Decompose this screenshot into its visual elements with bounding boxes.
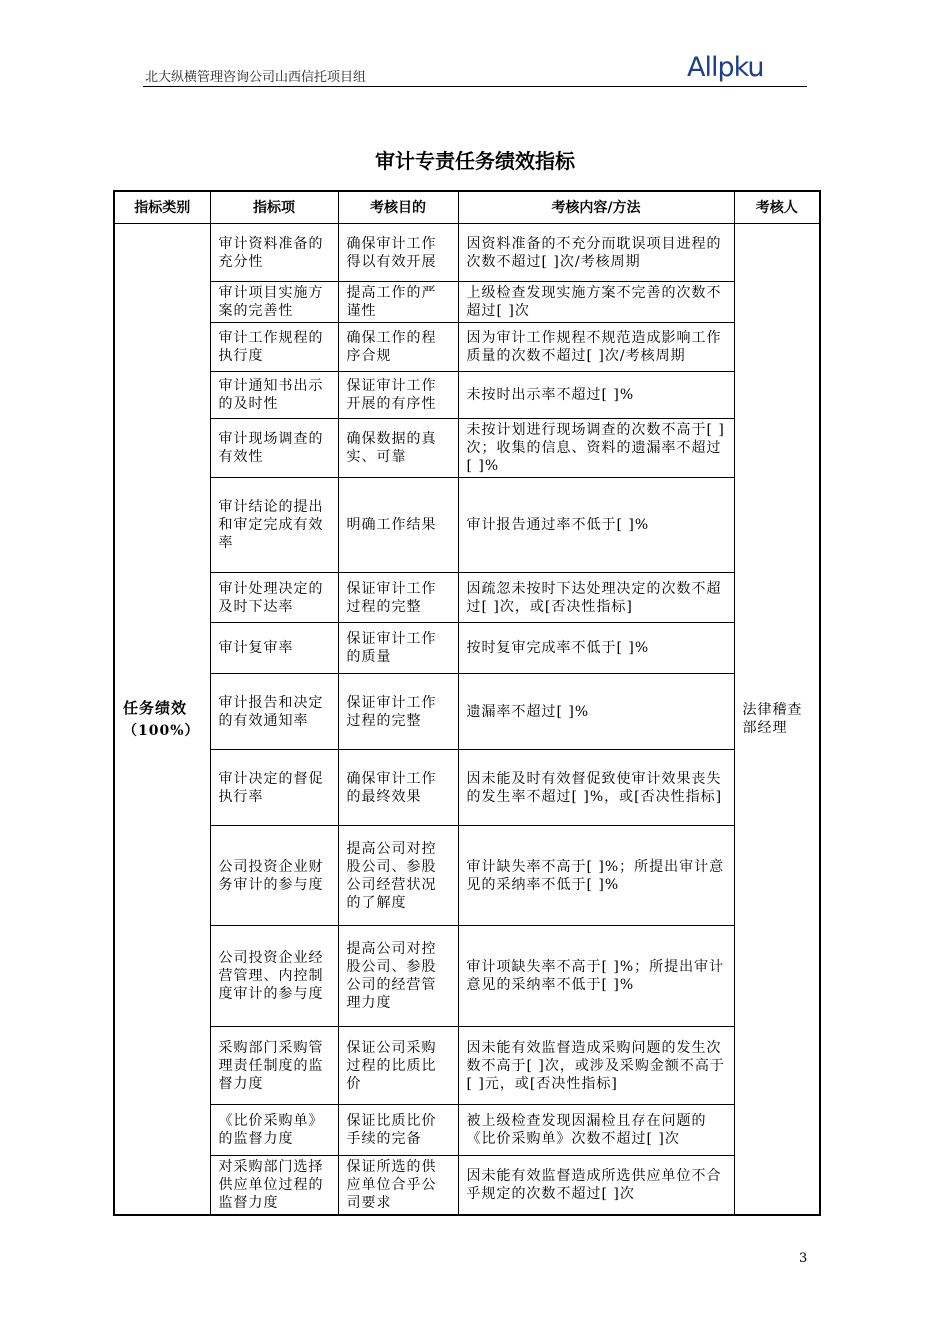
method-cell: 审计项缺失率不高于[ ]%；所提出审计意见的采纳率不低于[ ]% — [458, 926, 734, 1027]
col-header-method: 考核内容/方法 — [458, 191, 734, 224]
item-cell: 审计报告和决定的有效通知率 — [210, 674, 338, 750]
method-cell: 审计缺失率不高于[ ]%；所提出审计意见的采纳率不低于[ ]% — [458, 826, 734, 926]
purpose-cell: 保证公司采购过程的比质比价 — [338, 1027, 458, 1105]
purpose-cell: 保证审计工作的质量 — [338, 623, 458, 674]
purpose-cell: 提高工作的严谨性 — [338, 282, 458, 323]
method-cell: 因为审计工作规程不规范造成影响工作质量的次数不超过[ ]次/考核周期 — [458, 323, 734, 372]
table-row — [114, 224, 820, 282]
item-cell: 审计通知书出示的及时性 — [210, 372, 338, 419]
table-row — [114, 573, 820, 623]
method-cell: 因未能有效监督造成采购问题的发生次数不高于[ ]次，或涉及采购金额不高于[ ]元，或[否决性指标] — [458, 1027, 734, 1105]
item-cell: 审计资料准备的充分性 — [210, 224, 338, 282]
col-header-reviewer: 考核人 — [734, 191, 820, 224]
table-row — [114, 926, 820, 1027]
method-cell: 因未能有效监督造成所选供应单位不合乎规定的次数不超过[ ]次 — [458, 1156, 734, 1216]
table-row — [114, 478, 820, 573]
purpose-cell: 保证比质比价手续的完备 — [338, 1105, 458, 1156]
purpose-cell: 确保审计工作得以有效开展 — [338, 224, 458, 282]
item-cell: 公司投资企业经营管理、内控制度审计的参与度 — [210, 926, 338, 1027]
allpku-logo — [687, 52, 805, 84]
table-row — [114, 282, 820, 323]
purpose-cell: 保证审计工作过程的完整 — [338, 573, 458, 623]
item-cell: 审计项目实施方案的完善性 — [210, 282, 338, 323]
col-header-category: 指标类别 — [114, 191, 210, 224]
method-cell: 因未能及时有效督促致使审计效果丧失的发生率不超过[ ]%，或[否决性指标] — [458, 750, 734, 826]
method-cell: 审计报告通过率不低于[ ]% — [458, 478, 734, 573]
method-cell: 因疏忽未按时下达处理决定的次数不超过[ ]次，或[否决性指标] — [458, 573, 734, 623]
page-header — [143, 50, 807, 87]
logo-text: Allpku — [687, 52, 764, 83]
method-cell: 被上级检查发现因漏检且存在问题的《比价采购单》次数不超过[ ]次 — [458, 1105, 734, 1156]
category-name: 任务绩效 — [123, 699, 188, 717]
table-row — [114, 372, 820, 419]
item-cell: 公司投资企业财务审计的参与度 — [210, 826, 338, 926]
item-cell: 审计处理决定的及时下达率 — [210, 573, 338, 623]
item-cell: 审计决定的督促执行率 — [210, 750, 338, 826]
purpose-cell: 保证所选的供应单位合乎公司要求 — [338, 1156, 458, 1216]
col-header-item: 指标项 — [210, 191, 338, 224]
purpose-cell: 明确工作结果 — [338, 478, 458, 573]
method-cell: 上级检查发现实施方案不完善的次数不超过[ ]次 — [458, 282, 734, 323]
table-row — [114, 623, 820, 674]
purpose-cell: 确保数据的真实、可靠 — [338, 419, 458, 478]
purpose-cell: 保证审计工作过程的完整 — [338, 674, 458, 750]
method-cell: 因资料准备的不充分而耽误项目进程的次数不超过[ ]次/考核周期 — [458, 224, 734, 282]
purpose-cell: 提高公司对控股公司、参股公司的经营管理力度 — [338, 926, 458, 1027]
method-cell: 按时复审完成率不低于[ ]% — [458, 623, 734, 674]
col-header-purpose: 考核目的 — [338, 191, 458, 224]
page-title: 审计专责任务绩效指标 — [375, 149, 575, 173]
item-cell: 审计复审率 — [210, 623, 338, 674]
method-cell: 未按时出示率不超过[ ]% — [458, 372, 734, 419]
table-row — [114, 750, 820, 826]
table-header-row — [114, 191, 820, 224]
table-row — [114, 826, 820, 926]
purpose-cell: 保证审计工作开展的有序性 — [338, 372, 458, 419]
item-cell: 审计结论的提出和审定完成有效率 — [210, 478, 338, 573]
reviewer-cell: 法律稽查部经理 — [734, 224, 820, 1216]
purpose-cell: 确保审计工作的最终效果 — [338, 750, 458, 826]
purpose-cell: 提高公司对控股公司、参股公司经营状况的了解度 — [338, 826, 458, 926]
table-row — [114, 323, 820, 372]
table-row — [114, 1027, 820, 1105]
kpi-table — [113, 190, 821, 1216]
item-cell: 对采购部门选择供应单位过程的监督力度 — [210, 1156, 338, 1216]
purpose-cell: 确保工作的程序合规 — [338, 323, 458, 372]
table-row — [114, 674, 820, 750]
table-row — [114, 1105, 820, 1156]
method-cell: 遗漏率不超过[ ]% — [458, 674, 734, 750]
method-cell: 未按计划进行现场调查的次数不高于[ ]次；收集的信息、资料的遗漏率不超过[ ]% — [458, 419, 734, 478]
table-row — [114, 419, 820, 478]
table-row — [114, 1156, 820, 1216]
item-cell: 审计现场调查的有效性 — [210, 419, 338, 478]
item-cell: 审计工作规程的执行度 — [210, 323, 338, 372]
item-cell: 《比价采购单》的监督力度 — [210, 1105, 338, 1156]
header-org-text: 北大纵横管理咨询公司山西信托项目组 — [145, 70, 367, 85]
category-cell — [114, 224, 210, 1216]
item-cell: 采购部门采购管理责任制度的监督力度 — [210, 1027, 338, 1105]
page-number: 3 — [799, 1251, 808, 1266]
category-weight: （100%） — [123, 723, 200, 739]
